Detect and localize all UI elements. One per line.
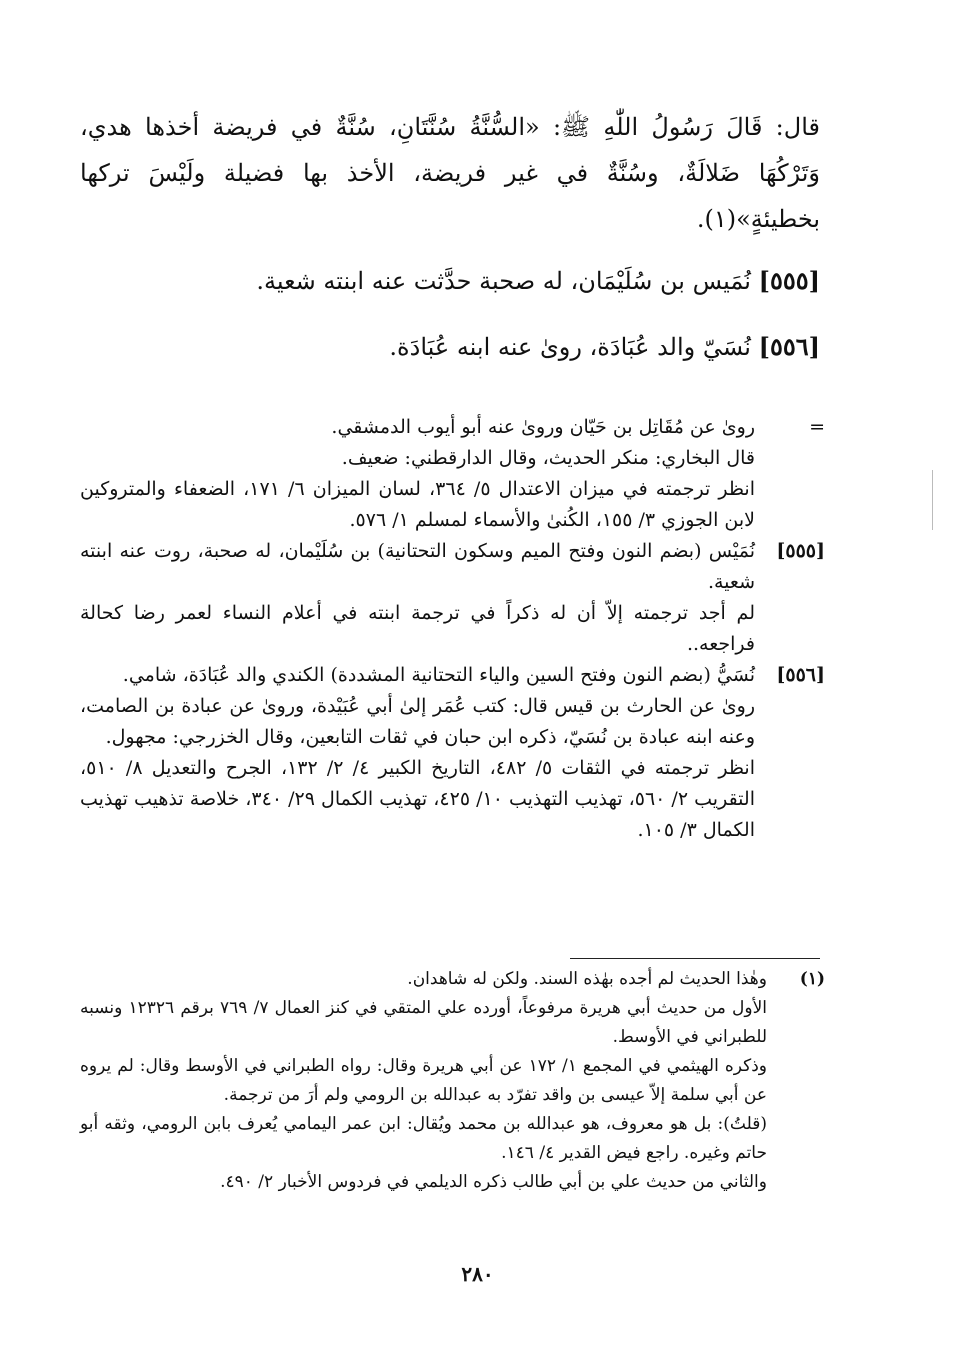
footnote-paragraph: وذكره الهيثمي في المجمع ١/ ١٧٢ عن أبي هريرة وقال: رواه الطبراني في الأوسط وقال: لم يروه عن أبي سلمة إلاّ عيسى بن واقد تفرّد به عبدالله بن الرومي ولم أرَ من ترجمة. [80,1056,767,1105]
page-number: ٢٨٠ [461,1262,494,1286]
note-paragraph: انظر ترجمته في ميزان الاعتدال ٥/ ٣٦٤، لسان الميزان ٦/ ١٧١، الضعفاء والمتروكين لابن الجوزي ٣/ ١٥٥، الكُنىٰ والأسماء لمسلم ١/ ٥٧٦. [80,478,755,531]
note-paragraph: انظر ترجمته في الثقات ٥/ ٤٨٢، التاريخ الكبير ٤/ ٢/ ١٣٢، الجرح والتعديل ٨/ ٥١٠، التقريب ٢/ ٥٦٠، تهذيب التهذيب ١٠/ ٤٢٥، تهذيب الكمال ٢٩/ ٣٤٠، خلاصة تذهيب تهذيب الكمال ٣/ ١٠٥. [80,757,755,841]
note-body [80,660,755,846]
entry-number: [٥٥٦] [758,332,820,361]
footnote-paragraph: الأول من حديث أبي هريرة مرفوعاً، أورده علي المتقي في كنز العمال ٧/ ٧٦٩ برقم ١٢٣٢٦ ونسبه للطبراني في الأوسط. [80,998,767,1047]
main-paragraph: قال: قَالَ رَسُولُ اللّٰهِ ﷺ: «السُّنَّةُ سُنَّتَانِ، سُنَّةٌ في فريضة أخذها هدي، وَتَرْكُهَا ضَلالَةٌ، وسُنَّةٌ في غير فريضة، الأخذ بها فضيلة ولَيْسَ تركها بخطيئةٍ»(١). [80,113,821,233]
note-paragraph: روىٰ عن الحارث بن قيس قال: كتب عُمَر إلىٰ أبي عُبَيْدة، وروىٰ عن عبادة بن الصامت، وعنه ابنه عبادة بن نُسَيّ، ذكره ابن حبان في ثقات التابعين، وقال الخزرجي: مجهول. [80,695,755,748]
note-label: [٥٥٥] [776,540,825,562]
entry-number: [٥٥٥] [758,266,820,295]
footnote-paragraph: (قلتُ): بل هو معروف، هو عبدالله بن محمد ويُقال: ابن عمر اليمامي يُعرف بابن الرومي، وثقه أبو حاتم وغيره. راجع فيض القدير ٤/ ١٤٦. [80,1114,767,1163]
footnote [80,965,825,1197]
footnote-separator [570,958,820,959]
footnote-label: (١) [799,969,825,989]
biographical-notes [80,412,825,846]
footnote-paragraph: وهٰذا الحديث لم أجده بهٰذه السند. ولكن له شاهدان. [407,969,767,989]
note-paragraph: نُمَيْس (بضم النون وفتح الميم وسكون التحتانية) بن سُلَيْمان، له صحبة، روت عنه ابنته شعية. [80,540,755,593]
note-continuation [80,412,825,536]
entry-text: نُسَيّ والد عُبَادَة، روىٰ عنه ابنه عُبَادَة. [389,333,751,361]
note-paragraph: نُسَيُّ (بضم النون وفتح السين والياء التحتانية المشددة) الكندي والد عُبَادَة، شامي. [122,664,755,686]
entry-555 [120,266,820,296]
note-paragraph: لم أجد ترجمته إلاّ أن له ذكراً في ترجمة ابنته في أعلام النساء لعمر رضا كحالة فراجعه.. [80,602,755,655]
note-body [80,536,755,660]
note-555 [80,536,825,660]
note-label: = [809,416,825,438]
note-paragraph: قال البخاري: منكر الحديث، وقال الدارقطني: ضعيف. [341,447,755,469]
footnote-row [80,965,825,1197]
note-paragraph: روىٰ عن مُقَاتِل بن حَيّان وروىٰ عنه أبو أيوب الدمشقي. [331,416,755,438]
entry-text: نُمَيس بن سُلَيْمَان، له صحبة حدَّثت عنه ابنته شعية. [256,267,751,295]
entry-556 [120,332,820,362]
footnote-paragraph: والثاني من حديث علي بن أبي طالب ذكره الديلمي في فردوس الأخبار ٢/ ٤٩٠. [220,1172,767,1192]
note-body [80,412,755,536]
note-label: [٥٥٦] [776,664,825,686]
margin-mark [932,470,933,530]
note-556 [80,660,825,846]
footnote-body [80,965,767,1197]
